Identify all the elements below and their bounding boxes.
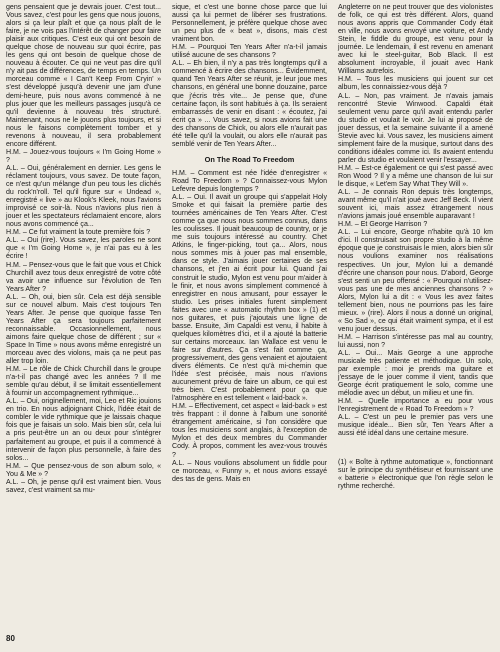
paragraph: H.M. – Jouez-vous toujours « I'm Going Home » ? <box>6 148 161 164</box>
paragraph: gens pensaient que je devrais jouer. C'est tout... Vous savez, c'est pour les gens que nous jouons, alors si ça leur plaît et que ça nous plaît de le faire, je ne vois pas l'intérêt de changer pour faire plaisir aux critiques. C'est eux qui ont besoin de quelque chose de nouveau sur quoi écrire, pas les gens qui ont besoin de quelque chose de nouveau à écouter. Ce qui ne veut pas dire qu'il n'y ait pas de différences, de temps en temps. Un morceau comme « I Can't Keep From Cryin' » s'est développé jusqu'à devenir une jam d'une demi-heure, puis nous avons commencé à ne plus jouer que les meilleurs passages jusqu'à ce qu'il devienne à nouveau très structuré. Maintenant, nous ne le jouons plus toujours, et si nous le faisons complètement tomber et y revenons à nouveau, il sera probablement encore différent. <box>6 4 161 148</box>
paragraph: H.M. – Pensez-vous que le fait que vous et Chick Churchill avez tous deux enregistré de votre côté va avoir une influence sur l'évolution de Ten Years After ? <box>6 261 161 293</box>
paragraph: H.M. – Effectivement, cet aspect « laid-back » est très frappant : il donne à l'album une sonorité étrangement américaine, si l'on considère que tous les musiciens sont anglais, à l'exception de Mylon et des deux membres du Commander Cody. À propos, comment les avez-vous trouvés ? <box>172 403 327 459</box>
paragraph: H.M. – Pourquoi Ten Years After n'a-t-il jamais utilisé aucune de ses chansons ? <box>172 44 327 60</box>
paragraph: H.M. – Ce fut vraiment la toute première fois ? <box>6 229 151 237</box>
paragraph: H.M. – Le rôle de Chick Churchill dans le groupe n'a-t-il pas changé avec les années ? Il me semble qu'au début, il se limitait essentiellement à fournir un accompagnement rythmique... <box>6 366 161 398</box>
paragraph: A.L. – Non, pas vraiment. Je n'avais jamais rencontré Stevie Winwood. Capaldi était seulement venu parce qu'il avait entendu parler du studio et voulait le voir. Je lui ai proposé de jouer dessus, et la semaine suivante il a amené Stevie avec lui. Vous savez, les musiciens aiment simplement faire de la musique, surtout dans des conditions idéales comme ici. Ils avaient entendu parler du studio et voulaient venir l'essayer... <box>338 92 493 164</box>
paragraph: A.L. – Lui encore, George n'habite qu'à 10 km d'ici. Il construisait son propre studio à la même époque que je construisais le mien, alors bien sûr nous voulions examiner nos réalisations respectives. Un jour, Mylon lui a demandé d'écrire une chanson pour nous. D'abord, George s'est senti un peu offensé : « Pourquoi n'utilisez-vous pas une de mes anciennes chansons ? » Alors, Mylon lui a dit : « Vous les avez faites tellement bien, nous ne pourrions pas les faire mieux. » (rire). Alors il nous a donné un original, « So Sad », ce qui était vraiment sympa, et il est venu jouer dessus. <box>338 229 493 333</box>
footnote: (1) « Boîte à rythme automatique », fonctionnant sur le principe du synthétiseur et fournissant une « batterie » électronique que l'on règle selon le rythme recherché. <box>338 458 493 490</box>
paragraph: A.L. – Oh, oui, bien sûr. Cela est déjà sensible sur ce nouvel album. Mais c'est toujours Ten Years After. Je pense que quoique fasse Ten Years After ça sera toujours parfaitement reconnaissable. Occasionnellement, nous aimons faire quelque chose de différent ; sur « Space In Time » nous avons même enregistré un morceau avec des violons, mais ça ne peut pas aller trop loin. <box>6 293 161 366</box>
paragraph: H.M. – Que pensez-vous de son album solo, « You & Me » ? <box>6 462 161 478</box>
paragraph: A.L. – C'est un peu le premier pas vers une musique idéale... Bien sûr, Ten Years After a aussi été idéal dans une certaine mesure. <box>338 414 493 438</box>
text-column-1 <box>6 4 161 495</box>
paragraph: H.M. – Est-ce également ce qui s'est passé avec Ron Wood ? Il y a même une chanson de lui sur le disque, « Let'em Say What They Will ». <box>338 164 493 189</box>
text-column-2 <box>172 4 327 484</box>
paragraph: A.L. – Je connais Ron depuis très longtemps, avant même qu'il n'ait joué avec Jeff Beck. Il vient souvent ici, mais assez étrangement nous n'avions jamais joué ensemble auparavant ! <box>338 189 493 221</box>
paragraph: H.M. – Et George Harrison ? <box>338 221 428 229</box>
paragraph: sique, et c'est une bonne chose parce que lui aussi ça lui permet de libérer ses frustrations. Personnellement, je préfère quelque chose avec un peu plus de « beat », disons, mais c'est vraiment bon. <box>172 4 327 44</box>
text-column-3 <box>338 4 493 491</box>
section-heading: On The Road To Freedom <box>204 154 295 164</box>
magazine-page <box>6 4 496 644</box>
paragraph: A.L. – Oh, je pense qu'il est vraiment bien. Vous savez, c'est vraiment sa mu- <box>6 478 161 494</box>
paragraph: A.L. – Oui (rire). Vous savez, les paroles ne sont que « I'm Going Home », je n'ai pas eu à les écrire ! <box>6 237 161 261</box>
paragraph: H.M. – Comment est née l'idée d'enregistrer « Road To Freedom » ? Connaissez-vous Mylon Lefevre depuis longtemps ? <box>172 169 327 193</box>
paragraph: Angleterre on ne peut trouver que des violonistes de folk, ce qui est très différent. Alors, quand nous avons appris que Commander Cody était en ville, nous avons envoyé une voiture, et Andy Stein, le fiddle du groupe, est venu pour la journée. Le lendemain, il est revenu en amenant avec lui le steel-guitar, Bob Black. Il est absolument incroyable, il jouait avec Hank Williams autrefois. <box>338 4 493 76</box>
paragraph: A.L. – Oui... Mais George a une approche musicale très patiente et méthodique. Un solo, par exemple : moi je prends ma guitare et j'essaye de le jouer comme il vient, tandis que George écrit pratiquement le solo, comme une mélodie avec un début, un milieu et une fin. <box>338 350 493 398</box>
paragraph: A.L. – Oui. Il avait un groupe qui s'appelait Holy Smoke et qui faisait la première partie des tournées américaines de Ten Years After. C'est comme ça que nous nous sommes connus, dans les coulisses. Il jouait beaucoup de country, or je me suis toujours intéressé au country. Chet Atkins, le finger-picking, tout ça... Alors, nous nous sommes mis à jouer pas mal ensemble, dans ce style. J'aimais jouer certaines de ses chansons, et j'en ai écrit pour lui. Quand j'ai construit le studio, Mylon est venu pour m'aider à le finir, et nous avons simplement commencé à enregistrer en nous amusant, pour essayer le studio. Les prises initiales furent simplement faites avec une « automatic rhythm box » (1) et nos guitares, et puis j'ajoutais une ligne de basse. Ensuite, Jim Capaldi est venu, il habite à quelques kilomètres d'ici, et il a ajouté la batterie sur certains morceaux. Ian Wallace est venu le faire sur d'autres. Ça s'est fait comme ça, progressivement, des gens venaient et ajoutaient divers éléments. Ce n'est qu'à mi-chemin que l'idée s'est précisée, mais nous n'avions aucunement prévu de faire un album, ce qui est très bien. C'est probablement pour ça que l'atmosphère en est tellement « laid-back ». <box>172 194 327 403</box>
paragraph: A.L. – Nous voulions absolument un fiddle pour ce morceau, « Funny », et nous avions essayé des tas de gens. Mais en <box>172 459 327 483</box>
paragraph: H.M. – Harrison s'intéresse pas mal au country, lui aussi, non ? <box>338 333 493 349</box>
paragraph: A.L. – Oui, généralement en dernier. Les gens le réclament toujours, vous savez. De toute façon, ce n'est qu'un mélange d'un peu tous les clichés du rock'n'roll. Tel qu'il figure sur « Undead », enregistré « live » au Klook's Kleek, nous l'avions improvisé ce soir-là. Nous n'avions plus rien à jouer et les spectateurs réclamaient encore, alors nous avons commencé ça... <box>6 164 161 229</box>
paragraph: A.L. – Eh bien, il n'y a pas très longtemps qu'il a commencé à écrire des chansons... Évidemment, quand Ten Years After se réunit, je leur joue mes chansons, en général une bonne douzaine, parce que j'écris très vite... Je pense que, d'une certaine façon, ils sont habitués à ça. Ils seraient embarrassés de venir en disant : « écoutez, j'ai écrit ça » ... Vous savez, si nous avions fait une des chansons de Chick, ou alors elle n'aurait pas été telle qu'il la voulait, ou alors elle n'aurait pas semblé venir de Ten Years After... <box>172 60 327 148</box>
paragraph: H.M. – Quelle importance a eu pour vous l'enregistrement de « Road To Freedom » ? <box>338 398 493 414</box>
paragraph: H.M. – Tous les musiciens qui jouent sur cet album, les connaissiez-vous déjà ? <box>338 76 493 92</box>
page-number: 80 <box>6 634 15 643</box>
paragraph: A.L. – Oui, originellement, moi, Leo et Ric jouions en trio. En nous adjoignant Chick, l'idée était de combler le vide rythmique que je laissais chaque fois que je faisais un solo. Mais bien sûr, cela lui a pris peut-être un an ou deux pour s'intégrer parfaitement au groupe, et puis il a commencé à intervenir de façon plus personnelle, à faire des solos... <box>6 398 161 462</box>
